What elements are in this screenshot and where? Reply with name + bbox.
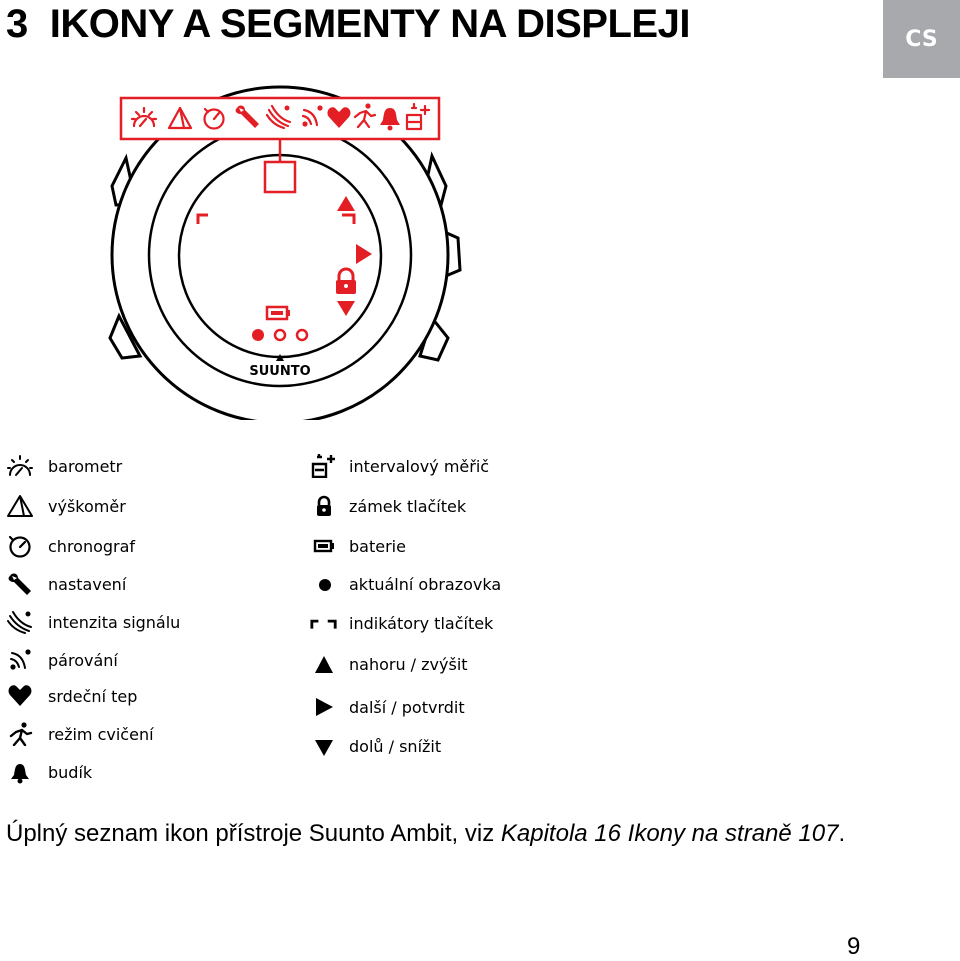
runner-icon — [6, 721, 34, 747]
legend-label: nahoru / zvýšit — [349, 654, 468, 674]
legend-label: baterie — [349, 536, 406, 556]
legend-label: nastavení — [48, 574, 127, 594]
legend-item — [6, 453, 122, 479]
triangle-up-icon — [310, 651, 338, 677]
signal-strength-icon — [6, 609, 34, 635]
legend-label: zámek tlačítek — [349, 496, 467, 516]
legend-label: chronograf — [48, 536, 136, 556]
legend-label: další / potvrdit — [349, 697, 465, 717]
chapter-number: 3 — [6, 2, 28, 46]
legend-label: srdeční tep — [48, 686, 138, 706]
legend-item — [6, 721, 154, 747]
legend-label: intervalový měřič — [349, 456, 490, 476]
dot-icon — [310, 571, 338, 597]
legend-item — [6, 759, 92, 785]
stopwatch-icon — [6, 533, 34, 559]
legend-item — [310, 651, 468, 677]
watch-brand: SUUNTO — [249, 364, 311, 379]
interval-timer-icon — [310, 453, 338, 479]
caption-text: Úplný seznam ikon přístroje Suunto Ambit, viz — [6, 820, 501, 847]
page-number: 9 — [847, 933, 861, 960]
legend-label: párování — [48, 650, 118, 670]
legend-item — [310, 694, 465, 720]
legend-item — [310, 733, 441, 759]
legend-item — [310, 610, 493, 636]
screen-dot-current — [252, 329, 264, 341]
watch-display — [179, 155, 381, 357]
legend-item — [310, 453, 489, 479]
chapter-reference-link[interactable]: Kapitola 16 Ikony na straně 107 — [500, 820, 839, 847]
legend-label: výškoměr — [48, 496, 126, 516]
legend-label: režim cvičení — [48, 724, 154, 744]
heart-icon — [6, 683, 34, 709]
legend-label: aktuální obrazovka — [349, 574, 502, 594]
bell-icon — [6, 759, 34, 785]
barometer-icon — [6, 453, 34, 479]
button-indicator-icon — [310, 610, 338, 636]
legend-label: dolů / snížit — [349, 736, 442, 756]
legend-item — [6, 571, 126, 597]
triangle-down-icon — [310, 733, 338, 759]
language-tab: CS — [883, 0, 960, 78]
legend-item — [6, 647, 118, 673]
watch-diagram — [0, 0, 960, 420]
pairing-icon — [6, 647, 34, 673]
legend-label: budík — [48, 762, 93, 782]
legend-item — [6, 609, 180, 635]
chapter-title: IKONY A SEGMENTY NA DISPLEJI — [49, 2, 690, 46]
legend-item — [6, 683, 137, 709]
caption-end: . — [838, 820, 846, 847]
legend-item — [310, 571, 501, 597]
legend-label: barometr — [48, 456, 123, 476]
legend-label: intenzita signálu — [48, 612, 181, 632]
battery-icon — [310, 533, 338, 559]
altimeter-mountain-icon — [6, 493, 34, 519]
triangle-right-icon — [310, 694, 338, 720]
caption — [6, 818, 886, 849]
legend-item — [310, 493, 466, 519]
legend-label: indikátory tlačítek — [349, 613, 494, 633]
wrench-icon — [6, 571, 34, 597]
legend-item — [310, 533, 406, 559]
legend-item — [6, 493, 126, 519]
padlock-icon — [310, 493, 338, 519]
legend-item — [6, 533, 135, 559]
